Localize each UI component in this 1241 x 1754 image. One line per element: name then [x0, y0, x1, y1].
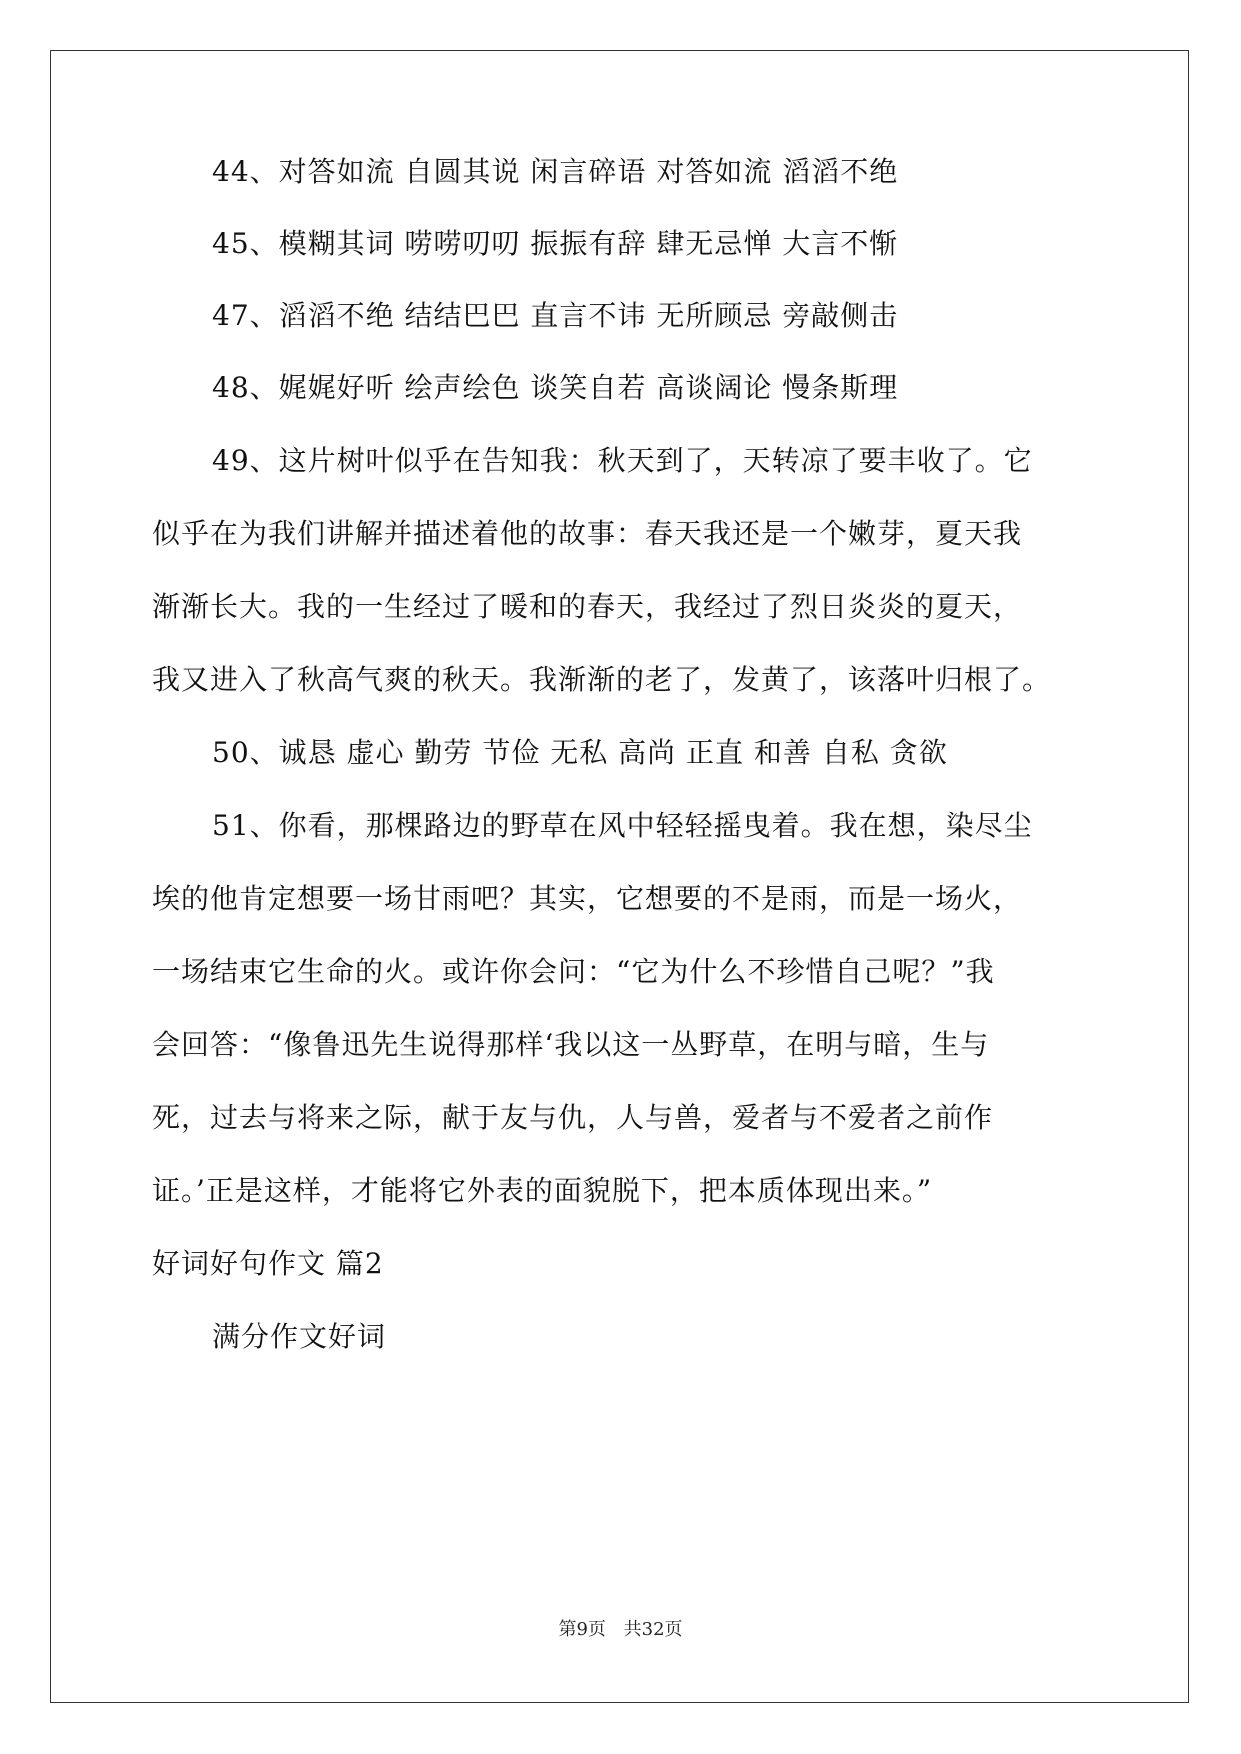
paragraph-51-line-3: 一场结束它生命的火。或许你会问：“它为什么不珍惜自己呢？”我	[152, 955, 995, 988]
paragraph-49-line-2: 似乎在为我们讲解并描述着他的故事：春天我还是一个嫩芽，夏天我	[152, 517, 1023, 550]
text-line-44: 44、对答如流 自圆其说 闲言碎语 对答如流 滔滔不绝	[212, 155, 899, 188]
page-number: 第9页	[558, 1619, 606, 1640]
paragraph-49-line-4: 我又进入了秋高气爽的秋天。我渐渐的老了，发黄了，该落叶归根了。	[152, 663, 1052, 696]
text-line-50: 50、诚恳 虚心 勤劳 节俭 无私 高尚 正直 和善 自私 贪欲	[212, 736, 948, 769]
page-footer	[0, 1618, 1241, 1642]
subheading: 满分作文好词	[212, 1320, 387, 1353]
page-total: 共32页	[623, 1619, 683, 1640]
paragraph-51-line-2: 埃的他肯定想要一场甘雨吧？其实，它想要的不是雨，而是一场火，	[152, 882, 1023, 915]
paragraph-51-line-5: 死，过去与将来之际，献于友与仇，人与兽，爱者与不爱者之前作	[152, 1101, 994, 1134]
paragraph-51-line-6: 证。’正是这样，才能将它外表的面貌脱下，把本质体现出来。”	[152, 1174, 933, 1207]
paragraph-51-line-1: 51、你看，那棵路边的野草在风中轻轻摇曳着。我在想，染尽尘	[212, 809, 1033, 842]
text-line-45: 45、模糊其词 唠唠叨叨 振振有辞 肆无忌惮 大言不惭	[212, 227, 899, 260]
paragraph-51-line-4: 会回答：“像鲁迅先生说得那样‘我以这一丛野草，在明与暗，生与	[152, 1028, 990, 1061]
paragraph-49-line-3: 渐渐长大。我的一生经过了暖和的春天，我经过了烈日炎炎的夏天，	[152, 590, 1023, 623]
paragraph-49-line-1: 49、这片树叶似乎在告知我：秋天到了，天转凉了要丰收了。它	[212, 444, 1033, 477]
text-line-48: 48、娓娓好听 绘声绘色 谈笑自若 高谈阔论 慢条斯理	[212, 371, 899, 404]
text-line-47: 47、滔滔不绝 结结巴巴 直言不讳 无所顾忌 旁敲侧击	[212, 299, 899, 332]
section-heading: 好词好句作文 篇2	[152, 1247, 384, 1280]
